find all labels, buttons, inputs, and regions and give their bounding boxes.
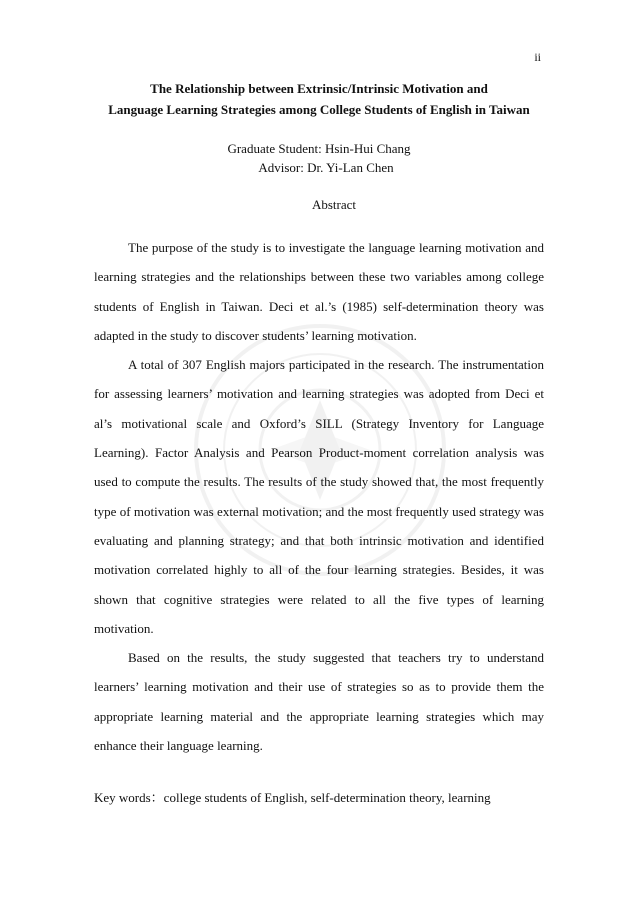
abstract-paragraph-2: A total of 307 English majors participated in the research. The instrumentation for assessing learners’ motivation and learning strategies was adopted from Deci et al’s motivational scale and Oxford’s SILL (Strategy Inventory for Language Learning). Factor Analysis and Pearson Product-moment correlation analysis was used to compute the results. The results of the study showed that, the most frequently type of motivation was external motivation; and the most frequently used strategy was evaluating and planning strategy; and that both intrinsic motivation and identified motivation correlated highly to all of the four learning strategies. Besides, it was shown that cognitive strategies were related to all the five types of learning motivation. xyxy=(94,357,544,636)
abstract-paragraph-1: The purpose of the study is to investigate the language learning motivation and learning strategies and the relationships between these two variables among college students of English in Taiwan. Deci et al.’s (1985) self-determination theory was adapted in the study to discover students’ learning motivation. xyxy=(94,240,544,343)
advisor: Advisor: Dr. Yi-Lan Chen xyxy=(258,160,394,175)
keywords: Key words：college students of English, self-determination theory, learning xyxy=(94,790,491,805)
title-line-1: The Relationship between Extrinsic/Intrinsic Motivation and xyxy=(150,81,488,96)
abstract-heading: Abstract xyxy=(311,197,357,212)
graduate-student: Graduate Student: Hsin-Hui Chang xyxy=(227,141,411,156)
abstract-paragraph-3: Based on the results, the study suggested that teachers try to understand learners’ learning motivation and their use of strategies so as to provide them the appropriate learning material and the appropriate learning strategies which may enhance their language learning. xyxy=(94,650,544,754)
author-credits xyxy=(94,139,544,177)
title-line-2: Language Learning Strategies among College Students of English in Taiwan xyxy=(108,102,530,117)
abstract-body xyxy=(94,233,544,760)
page-number: ii xyxy=(534,50,541,64)
thesis-title xyxy=(94,78,544,120)
